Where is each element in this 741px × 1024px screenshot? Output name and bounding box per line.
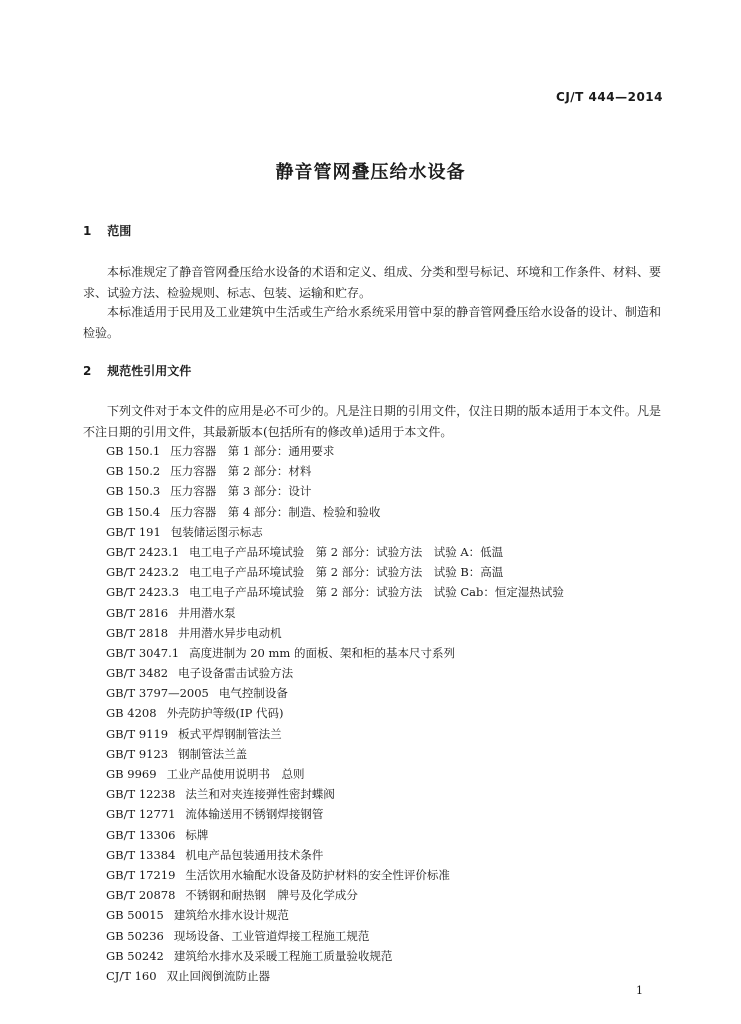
reference-code: GB/T 3047.1 [106, 645, 180, 660]
page-number: 1 [636, 984, 643, 997]
reference-item [106, 502, 564, 522]
reference-code: GB 9969 [106, 767, 157, 781]
reference-item [106, 804, 564, 824]
reference-item [106, 905, 564, 925]
reference-title: 生活饮用水输配水设备及防护材料的安全性评价标准 [185, 867, 450, 882]
reference-code: GB 50236 [106, 928, 164, 943]
reference-title: 建筑给水排水设计规范 [173, 908, 289, 923]
reference-title: 工业产品使用说明书 总则 [166, 767, 305, 781]
reference-title: 流体输送用不锈钢焊接钢管 [185, 807, 324, 822]
reference-code: GB/T 9119 [106, 726, 169, 741]
scope-paragraph-2: 本标准适用于民用及工业建筑中生活或生产给水系统采用管中泵的静音管网叠压给水设备的设计、制造和检验。 [83, 305, 661, 340]
reference-title: 电气控制设备 [218, 686, 288, 701]
reference-title: 标牌 [185, 827, 209, 842]
reference-title: 板式平焊钢制管法兰 [178, 726, 282, 741]
reference-title: 现场设备、工业管道焊接工程施工规范 [173, 928, 370, 943]
reference-code: GB 50242 [106, 948, 164, 963]
reference-title: 电工电子产品环境试验 第 2 部分：试验方法 试验 B：高温 [189, 565, 504, 580]
reference-item [106, 865, 564, 885]
reference-title: 双止回阀倒流防止器 [166, 968, 271, 983]
reference-title: 外壳防护等级(IP 代码) [166, 706, 284, 721]
section-title: 规范性引用文件 [107, 364, 192, 378]
reference-item [106, 845, 564, 865]
reference-code: GB/T 17219 [106, 867, 176, 882]
reference-item [106, 744, 564, 764]
reference-code: GB 150.2 [106, 464, 161, 479]
reference-item [106, 885, 564, 905]
reference-title: 包装储运图示标志 [170, 524, 263, 539]
reference-item [106, 926, 564, 946]
reference-title: 井用潜水异步电动机 [178, 625, 282, 640]
reference-code: GB 150.1 [106, 444, 161, 458]
reference-code: GB/T 2423.2 [106, 565, 180, 580]
reference-title: 高度进制为 20 mm 的面板、架和柜的基本尺寸系列 [189, 645, 455, 660]
reference-code: GB/T 13306 [106, 827, 176, 842]
reference-item [106, 643, 564, 663]
section-1-heading [83, 222, 131, 239]
reference-item [106, 764, 564, 784]
reference-code: GB/T 20878 [106, 888, 176, 903]
reference-title: 钢制管法兰盖 [178, 746, 248, 761]
reference-code: CJ/T 160 [106, 968, 157, 983]
reference-code: GB 150.4 [106, 504, 161, 519]
reference-code: GB/T 9123 [106, 746, 169, 761]
reference-title: 建筑给水排水及采暖工程施工质量验收规范 [173, 948, 393, 963]
reference-code: GB/T 2816 [106, 605, 169, 620]
reference-code: GB/T 12238 [106, 787, 176, 802]
section-2-heading [83, 362, 191, 379]
reference-title: 电子设备雷击试验方法 [178, 666, 294, 681]
reference-title: 压力容器 第 4 部分：制造、检验和验收 [170, 504, 381, 519]
reference-title: 压力容器 第 2 部分：材料 [170, 464, 312, 479]
reference-item [106, 825, 564, 845]
reference-item [106, 441, 564, 461]
reference-item [106, 703, 564, 723]
reference-item [106, 683, 564, 703]
reference-code: GB/T 2818 [106, 625, 169, 640]
section-title: 范围 [107, 224, 132, 238]
reference-code: GB/T 2423.1 [106, 544, 180, 559]
reference-item [106, 623, 564, 643]
reference-item [106, 603, 564, 623]
reference-item [106, 663, 564, 683]
reference-code: GB/T 3797—2005 [106, 686, 209, 701]
reference-title: 法兰和对夹连接弹性密封蝶阀 [185, 787, 335, 802]
reference-code: GB/T 2423.3 [106, 585, 180, 600]
reference-item [106, 724, 564, 744]
reference-code: GB 4208 [106, 706, 157, 721]
section-number: 2 [83, 364, 92, 378]
reference-title: 电工电子产品环境试验 第 2 部分：试验方法 试验 A：低温 [189, 544, 504, 559]
document-title: 静音管网叠压给水设备 [275, 162, 466, 183]
scope-paragraph-1: 本标准规定了静音管网叠压给水设备的术语和定义、组成、分类和型号标记、环境和工作条件、材料、要求、试验方法、检验规则、标志、包装、运输和贮存。 [83, 265, 661, 300]
reference-code: GB/T 3482 [106, 666, 169, 681]
reference-item [106, 562, 564, 582]
reference-title: 压力容器 第 3 部分：设计 [170, 484, 312, 499]
reference-title: 压力容器 第 1 部分：通用要求 [170, 444, 335, 458]
reference-item [106, 946, 564, 966]
reference-item [106, 582, 564, 602]
reference-item [106, 461, 564, 481]
reference-title: 电工电子产品环境试验 第 2 部分：试验方法 试验 Cab：恒定湿热试验 [189, 585, 564, 600]
reference-list [106, 441, 564, 986]
reference-code: GB 150.3 [106, 484, 161, 499]
reference-item [106, 966, 564, 986]
reference-item [106, 481, 564, 501]
reference-item [106, 542, 564, 562]
section-number: 1 [83, 224, 92, 238]
reference-title: 机电产品包装通用技术条件 [185, 847, 324, 862]
reference-code: GB/T 191 [106, 524, 161, 539]
reference-title: 不锈钢和耐热钢 牌号及化学成分 [185, 888, 358, 903]
standard-code: CJ/T 444—2014 [556, 90, 663, 104]
references-intro: 下列文件对于本文件的应用是必不可少的。凡是注日期的引用文件，仅注日期的版本适用于本文件。凡是不注日期的引用文件，其最新版本(包括所有的修改单)适用于本文件。 [83, 404, 661, 439]
reference-item [106, 522, 564, 542]
reference-title: 井用潜水泵 [178, 605, 236, 620]
reference-code: GB/T 13384 [106, 847, 176, 862]
reference-item [106, 784, 564, 804]
reference-code: GB 50015 [106, 908, 164, 923]
reference-code: GB/T 12771 [106, 807, 176, 822]
